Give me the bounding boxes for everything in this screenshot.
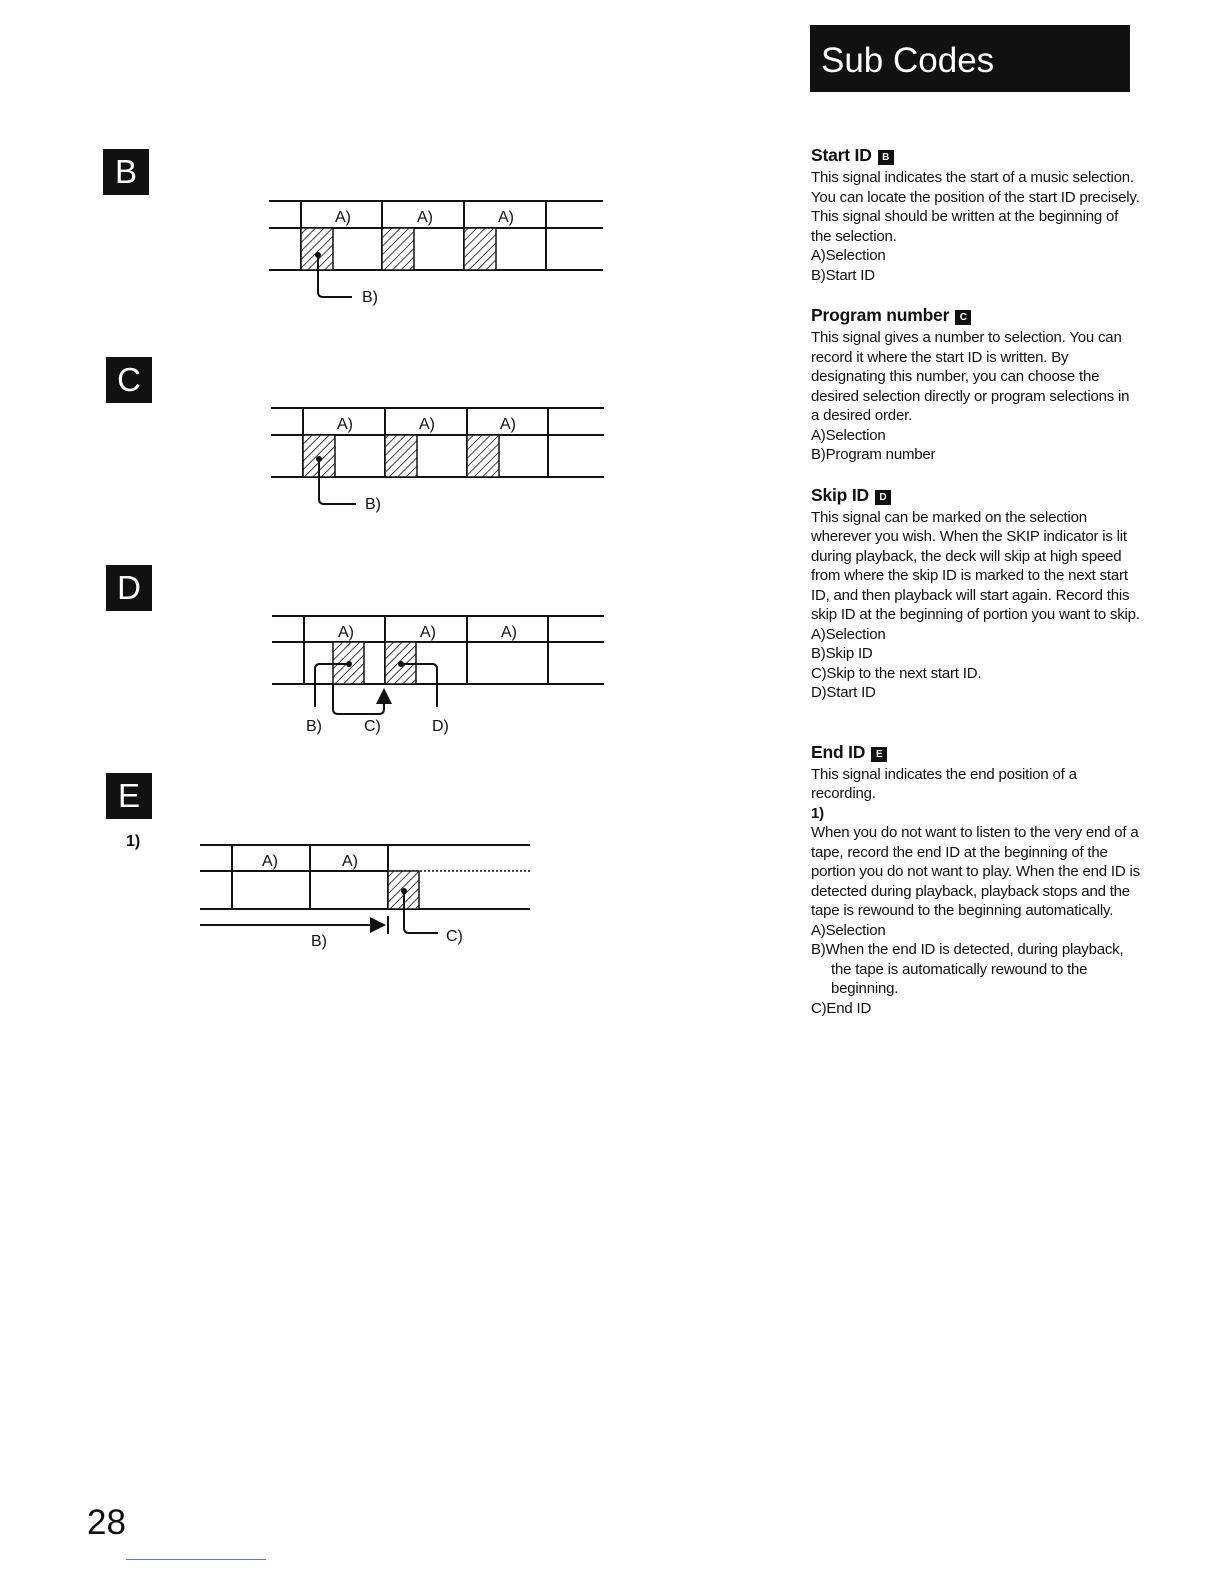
legend-item: B)Program number — [811, 446, 936, 463]
section-skip-id — [811, 484, 1141, 703]
diagram-b — [269, 201, 603, 306]
section-badge: B — [878, 150, 894, 165]
legend-item: A)Selection — [811, 625, 886, 643]
diagram-e — [126, 833, 530, 950]
start-id-label: D) — [432, 718, 449, 735]
figure-badge-e: E — [106, 773, 152, 819]
section-start-id — [811, 144, 1141, 285]
selection-label: A) — [500, 416, 516, 433]
selection-label: A) — [337, 416, 353, 433]
start-id-label: B) — [362, 289, 378, 306]
section-body: This signal gives a number to selection. You can record it where the start ID is written. By designating this number, you can choose the desired selection directly or program selections in a desired order. — [811, 329, 1130, 424]
selection-label: A) — [420, 624, 436, 641]
section-title: End ID E — [811, 741, 1141, 763]
legend-item: D)Start ID — [811, 684, 876, 701]
section-body: This signal indicates the end position of a recording. — [811, 765, 1077, 802]
selection-label: A) — [335, 209, 351, 226]
end-id-label: C) — [446, 928, 463, 945]
section-body: This signal indicates the start of a music selection. You can locate the position of the start ID precisely. This signal should be written at the beginning of the selection. — [811, 169, 1140, 245]
legend-item: B)Skip ID — [811, 645, 873, 662]
page-title: Sub Codes — [821, 41, 995, 80]
section-title: Program number C — [811, 304, 1141, 326]
legend-item: A)Selection — [811, 921, 886, 939]
step-text: When you do not want to listen to the very end of a tape, record the end ID at the beginning of the portion you do not want to play. When the end ID is detected during playback, playback stops and the tape is rewound to the beginning automatically. — [811, 824, 1140, 919]
diagram-c — [271, 408, 604, 513]
section-badge: D — [875, 490, 891, 505]
selection-label: A) — [338, 624, 354, 641]
legend-item: A)Selection — [811, 426, 886, 444]
section-end-id — [811, 741, 1141, 1019]
selection-label: A) — [498, 209, 514, 226]
tape-diagrams — [0, 0, 800, 1000]
section-title: Start ID B — [811, 144, 1141, 166]
program-number-mark — [467, 435, 499, 477]
step-label: 1) — [126, 833, 141, 850]
program-number-mark — [385, 435, 417, 477]
selection-label: A) — [417, 209, 433, 226]
legend-item: C)Skip to the next start ID. — [811, 664, 982, 682]
figure-badge-c: C — [106, 357, 152, 403]
section-badge: E — [871, 747, 887, 762]
figure-badge-d: D — [106, 565, 152, 611]
legend-item: B)When the end ID is detected, during playback, the tape is automatically rewound to the beginning. — [811, 941, 1124, 997]
legend-item: A)Selection — [811, 247, 886, 264]
start-id-mark — [382, 228, 414, 270]
section-title: Skip ID D — [811, 484, 1141, 506]
footer-rule — [126, 1559, 266, 1560]
selection-label: A) — [342, 853, 358, 870]
page-header — [810, 25, 1130, 92]
section-badge: C — [955, 310, 971, 325]
diagram-d — [272, 616, 604, 735]
rewind-label: B) — [311, 933, 327, 950]
legend-item: B)Start ID — [811, 266, 875, 284]
selection-label: A) — [262, 853, 278, 870]
start-id-mark — [464, 228, 496, 270]
skip-id-label: B) — [306, 718, 322, 735]
legend-item: C)End ID — [811, 999, 872, 1017]
figure-badge-b: B — [103, 149, 149, 195]
sub-codes-text — [811, 144, 1141, 1037]
page-number: 28 — [87, 1503, 126, 1542]
program-number-label: B) — [365, 496, 381, 513]
section-program-number — [811, 304, 1141, 465]
section-body: This signal can be marked on the selection wherever you wish. When the SKIP indicator is lit during playback, the deck will skip at high speed from where the skip ID is marked to the next start ID, and then playback will start again. Record this skip ID at the beginning of portion you want to skip. — [811, 508, 1140, 623]
selection-label: A) — [419, 416, 435, 433]
selection-label: A) — [501, 624, 517, 641]
step-label: 1) — [811, 804, 824, 822]
skip-to-label: C) — [364, 718, 381, 735]
